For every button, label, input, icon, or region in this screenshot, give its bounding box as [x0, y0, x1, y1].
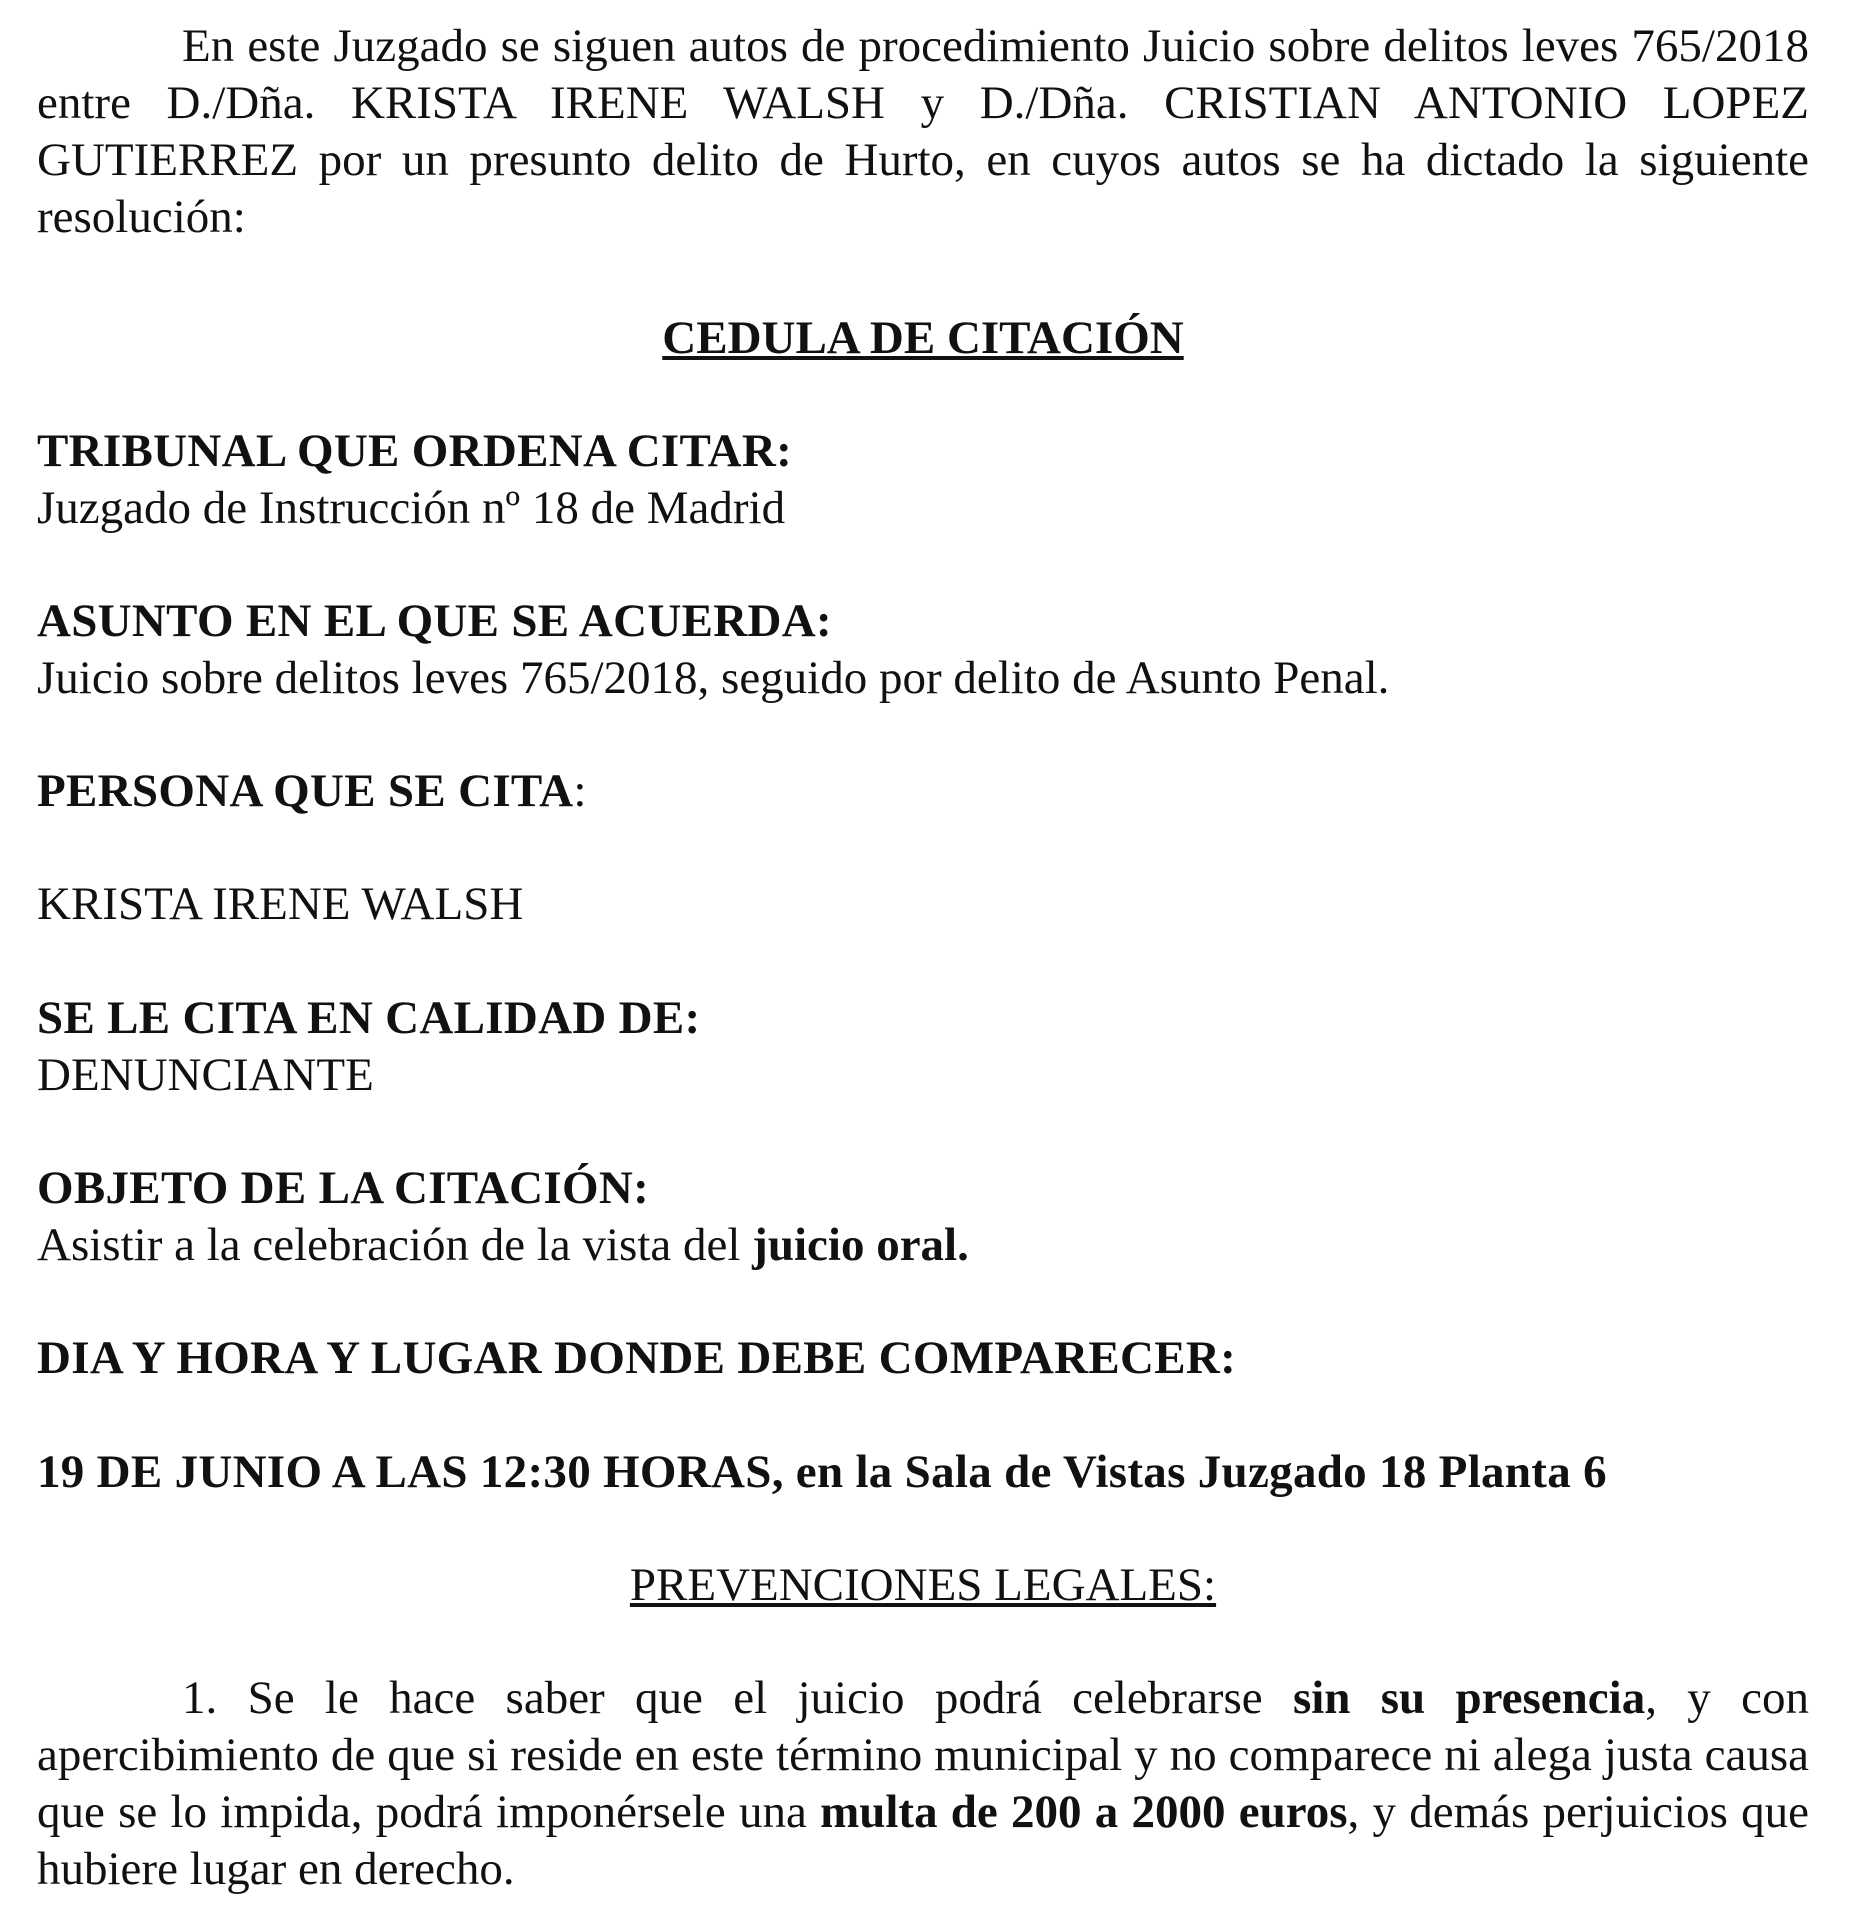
- persona-line: [37, 763, 1809, 820]
- prevencion-text-1: 1. Se le hace saber que el juicio podrá celebrarse: [182, 1672, 1293, 1724]
- prevenciones-heading: PREVENCIONES LEGALES:: [629, 1559, 1217, 1611]
- persona-label: PERSONA QUE SE CITA: [37, 765, 574, 817]
- prevencion-bold-1: sin su presencia: [1292, 1672, 1646, 1724]
- document-title: CEDULA DE CITACIÓN: [662, 312, 1184, 364]
- asunto-value: Juicio sobre delitos leves 765/2018, seguido por delito de Asunto Penal.: [37, 652, 1390, 704]
- prevencion-text-2: , y con apercibimiento de que si reside en este término municipal y no comparece ni alega justa causa que se lo impida, podrá imponérsele una: [37, 1672, 1809, 1838]
- prevencion-bold-2: multa de 200 a 2000 euros: [820, 1786, 1348, 1838]
- calidad-value: DENUNCIANTE: [37, 1049, 374, 1101]
- persona-value: KRISTA IRENE WALSH: [37, 878, 524, 930]
- asunto-label: ASUNTO EN EL QUE SE ACUERDA:: [37, 595, 832, 647]
- objeto-value: [37, 1217, 1809, 1274]
- dia-value: 19 DE JUNIO A LAS 12:30 HORAS, en la Sala de Vistas Juzgado 18 Planta 6: [37, 1446, 1607, 1498]
- objeto-value-bold: juicio oral.: [752, 1219, 969, 1271]
- tribunal-label: TRIBUNAL QUE ORDENA CITAR:: [37, 425, 793, 477]
- calidad-label: SE LE CITA EN CALIDAD DE:: [37, 992, 701, 1044]
- persona-colon: :: [573, 765, 587, 817]
- dia-label: DIA Y HORA Y LUGAR DONDE DEBE COMPARECER:: [37, 1332, 1237, 1384]
- objeto-value-text: Asistir a la celebración de la vista del: [37, 1219, 753, 1271]
- prevencion-item-1: [37, 1670, 1809, 1898]
- intro-paragraph: En este Juzgado se siguen autos de procedimiento Juicio sobre delitos leves 765/2018 entre D./Dña. KRISTA IRENE WALSH y D./Dña. CRISTIAN ANTONIO LOPEZ GUTIERREZ por un presunto delito de Hurto, en cuyos autos se ha dictado la siguiente resolución:: [37, 20, 1809, 243]
- tribunal-value: Juzgado de Instrucción nº 18 de Madrid: [37, 482, 786, 534]
- objeto-label: OBJETO DE LA CITACIÓN:: [37, 1162, 650, 1214]
- prevencion-text-3: , y demás perjuicios que hubiere lugar en derecho.: [37, 1786, 1809, 1895]
